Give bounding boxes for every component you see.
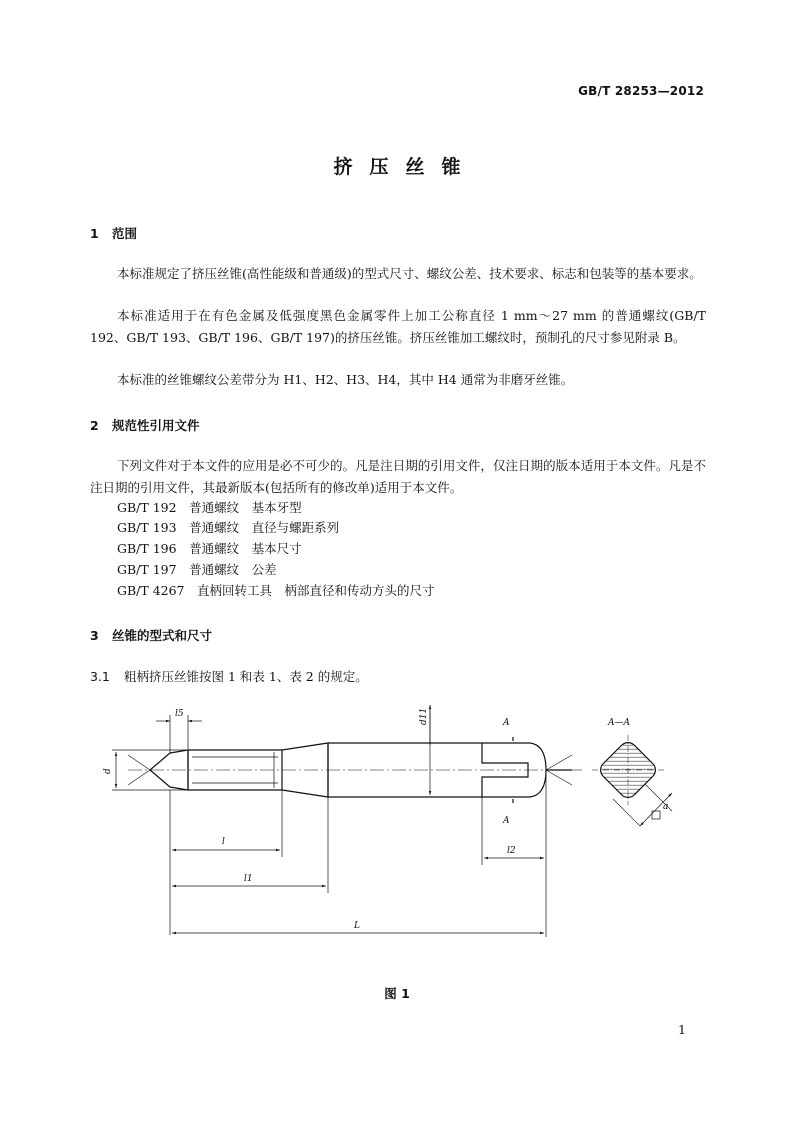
- section-heading-normative-references: [90, 416, 200, 434]
- tap-drawing: [0, 695, 794, 955]
- scope-paragraph-2: 本标准适用于在有色金属及低强度黑色金属零件上加工公称直径 1 mm～27 mm 的普通螺纹(GB/T 192、GB/T 193、GB/T 196、GB/T 197)的挤压丝锥。挤压丝锥加工螺纹时，预制孔的尺寸参见附录 B。: [90, 308, 706, 345]
- figure-caption: 图 1: [384, 986, 410, 1001]
- reference-title: 普通螺纹 公差: [189, 562, 277, 577]
- section-number: 3: [90, 628, 99, 643]
- reference-code: GB/T 197: [117, 562, 177, 577]
- clause-text: 粗柄挤压丝锥按图 1 和表 1、表 2 的规定。: [124, 669, 368, 684]
- label-a-top: A: [503, 718, 510, 728]
- label-d11: d11: [419, 707, 429, 725]
- section-title: 规范性引用文件: [112, 418, 200, 433]
- standard-code: GB/T 28253—2012: [578, 84, 704, 98]
- clause-3-1: [90, 667, 368, 685]
- reference-item: [117, 498, 302, 518]
- section-view: [592, 735, 672, 826]
- reference-item: [117, 581, 435, 601]
- reference-code: GB/T 196: [117, 541, 177, 556]
- label-l1: l1: [244, 874, 253, 884]
- label-L: L: [354, 921, 360, 931]
- section-number: 1: [90, 226, 99, 241]
- reference-title: 普通螺纹 基本尺寸: [189, 541, 302, 556]
- reference-item: [117, 539, 302, 559]
- dimension-l: [170, 790, 282, 935]
- reference-item: [117, 518, 339, 538]
- section-title: 丝锥的型式和尺寸: [112, 628, 213, 643]
- section-title: 范围: [112, 226, 138, 241]
- section-heading-type-and-dimensions: [90, 626, 212, 644]
- label-d: d: [103, 768, 113, 774]
- label-l5: l5: [175, 709, 184, 719]
- reference-item: [117, 560, 277, 580]
- page-number: 1: [678, 1022, 686, 1037]
- reference-code: GB/T 192: [117, 500, 177, 515]
- page-title: 挤压丝锥: [333, 156, 478, 178]
- dimension-l5: [156, 715, 202, 753]
- reference-code: GB/T 193: [117, 520, 177, 535]
- label-section-a-a: A—A: [608, 718, 630, 728]
- clause-number: 3.1: [90, 669, 110, 684]
- references-intro: 下列文件对于本文件的应用是必不可少的。凡是注日期的引用文件，仅注日期的版本适用于本文件。凡是不注日期的引用文件，其最新版本(包括所有的修改单)适用于本文件。: [90, 458, 706, 495]
- section-number: 2: [90, 418, 99, 433]
- section-heading-scope: [90, 224, 137, 242]
- dimension-l2: [482, 775, 546, 937]
- scope-paragraph-1: 本标准规定了挤压丝锥(高性能级和普通级)的型式尺寸、螺纹公差、技术要求、标志和包装等的基本要求。: [117, 266, 702, 281]
- reference-title: 普通螺纹 基本牙型: [189, 500, 302, 515]
- label-a-width: a: [663, 802, 669, 812]
- reference-title: 直柄回转工具 柄部直径和传动方头的尺寸: [197, 583, 435, 598]
- reference-title: 普通螺纹 直径与螺距系列: [189, 520, 340, 535]
- label-l2: l2: [507, 846, 516, 856]
- label-l: l: [222, 837, 225, 847]
- label-a-bottom: A: [503, 816, 510, 826]
- scope-paragraph-3: 本标准的丝锥螺纹公差带分为 H1、H2、H3、H4，其中 H4 通常为非磨牙丝锥。: [117, 372, 574, 387]
- reference-code: GB/T 4267: [117, 583, 185, 598]
